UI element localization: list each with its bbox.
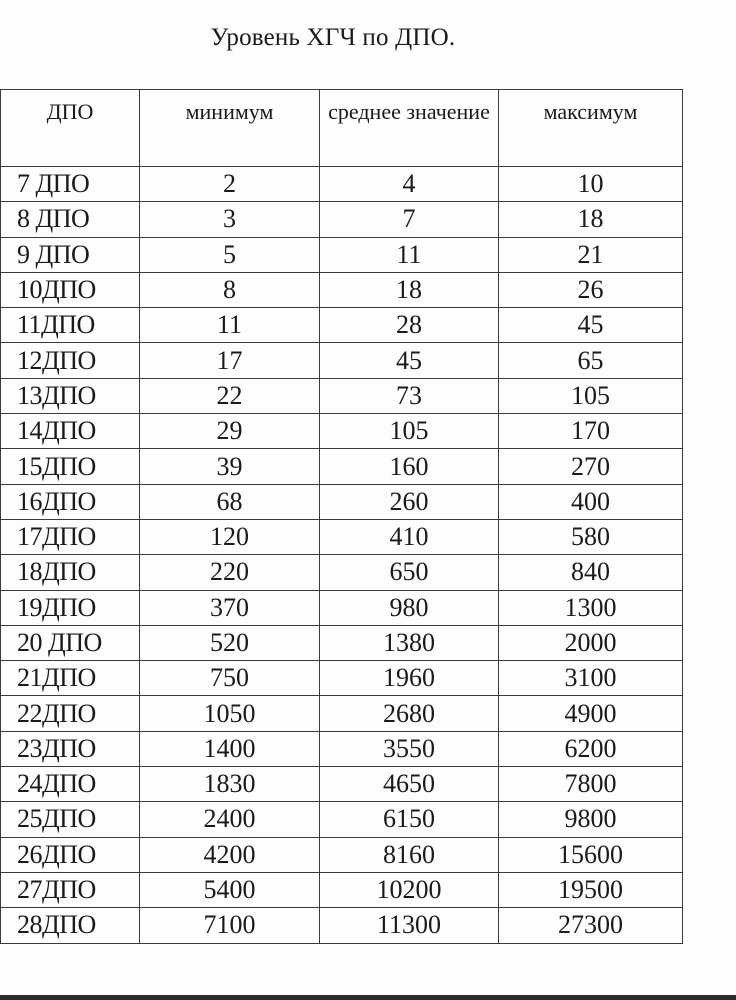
cell-maximum: 7800 (499, 767, 683, 802)
cell-maximum: 21 (499, 237, 683, 272)
header-minimum: минимум (140, 90, 320, 167)
cell-dpo: 13ДПО (1, 378, 140, 413)
cell-maximum: 2000 (499, 625, 683, 660)
cell-maximum: 1300 (499, 590, 683, 625)
cell-maximum: 27300 (499, 908, 683, 943)
table-row (1, 308, 683, 343)
table-row (1, 449, 683, 484)
cell-maximum: 840 (499, 555, 683, 590)
cell-minimum: 220 (140, 555, 320, 590)
cell-dpo: 22ДПО (1, 696, 140, 731)
cell-dpo: 11ДПО (1, 308, 140, 343)
cell-average: 10200 (320, 872, 499, 907)
cell-average: 410 (320, 519, 499, 554)
cell-minimum: 750 (140, 661, 320, 696)
cell-average: 2680 (320, 696, 499, 731)
cell-maximum: 65 (499, 343, 683, 378)
cell-maximum: 400 (499, 484, 683, 519)
cell-minimum: 520 (140, 625, 320, 660)
hcg-table (0, 89, 683, 944)
cell-average: 45 (320, 343, 499, 378)
cell-dpo: 24ДПО (1, 767, 140, 802)
cell-dpo: 9 ДПО (1, 237, 140, 272)
cell-minimum: 1830 (140, 767, 320, 802)
cell-dpo: 27ДПО (1, 872, 140, 907)
cell-average: 8160 (320, 837, 499, 872)
cell-minimum: 7100 (140, 908, 320, 943)
cell-minimum: 17 (140, 343, 320, 378)
document-title: Уровень ХГЧ по ДПО. (210, 24, 456, 51)
cell-average: 6150 (320, 802, 499, 837)
cell-average: 1380 (320, 625, 499, 660)
cell-minimum: 39 (140, 449, 320, 484)
cell-minimum: 3 (140, 202, 320, 237)
table-row (1, 767, 683, 802)
table-row (1, 837, 683, 872)
cell-maximum: 6200 (499, 731, 683, 766)
cell-dpo: 10ДПО (1, 272, 140, 307)
cell-maximum: 19500 (499, 872, 683, 907)
cell-minimum: 11 (140, 308, 320, 343)
header-average: среднее значение (320, 90, 499, 167)
table-row (1, 272, 683, 307)
cell-average: 11 (320, 237, 499, 272)
cell-dpo: 7 ДПО (1, 167, 140, 202)
table-row (1, 696, 683, 731)
cell-average: 11300 (320, 908, 499, 943)
cell-maximum: 270 (499, 449, 683, 484)
table-row (1, 378, 683, 413)
header-maximum: максимум (499, 90, 683, 167)
cell-maximum: 10 (499, 167, 683, 202)
cell-minimum: 68 (140, 484, 320, 519)
table-row (1, 167, 683, 202)
cell-dpo: 20 ДПО (1, 625, 140, 660)
cell-minimum: 22 (140, 378, 320, 413)
table-row (1, 237, 683, 272)
cell-dpo: 21ДПО (1, 661, 140, 696)
cell-average: 3550 (320, 731, 499, 766)
cell-average: 160 (320, 449, 499, 484)
cell-dpo: 18ДПО (1, 555, 140, 590)
cell-minimum: 5400 (140, 872, 320, 907)
cell-minimum: 4200 (140, 837, 320, 872)
cell-dpo: 26ДПО (1, 837, 140, 872)
cell-dpo: 14ДПО (1, 414, 140, 449)
table-header-row (1, 90, 683, 167)
cell-dpo: 23ДПО (1, 731, 140, 766)
header-dpo: ДПО (1, 90, 140, 167)
cell-dpo: 19ДПО (1, 590, 140, 625)
cell-dpo: 17ДПО (1, 519, 140, 554)
table-body (1, 167, 683, 944)
cell-average: 73 (320, 378, 499, 413)
cell-maximum: 45 (499, 308, 683, 343)
cell-dpo: 28ДПО (1, 908, 140, 943)
table-row (1, 414, 683, 449)
cell-minimum: 8 (140, 272, 320, 307)
table-row (1, 590, 683, 625)
table-row (1, 802, 683, 837)
cell-maximum: 580 (499, 519, 683, 554)
cell-average: 1960 (320, 661, 499, 696)
cell-maximum: 105 (499, 378, 683, 413)
cell-average: 650 (320, 555, 499, 590)
cell-minimum: 5 (140, 237, 320, 272)
table-row (1, 661, 683, 696)
table-row (1, 555, 683, 590)
cell-maximum: 3100 (499, 661, 683, 696)
cell-minimum: 370 (140, 590, 320, 625)
table-row (1, 625, 683, 660)
cell-average: 28 (320, 308, 499, 343)
cell-average: 105 (320, 414, 499, 449)
cell-minimum: 1400 (140, 731, 320, 766)
cell-dpo: 25ДПО (1, 802, 140, 837)
bottom-edge-divider (0, 995, 736, 1000)
cell-dpo: 12ДПО (1, 343, 140, 378)
cell-maximum: 18 (499, 202, 683, 237)
table-row (1, 202, 683, 237)
table-row (1, 731, 683, 766)
cell-average: 4 (320, 167, 499, 202)
cell-minimum: 2400 (140, 802, 320, 837)
cell-minimum: 120 (140, 519, 320, 554)
cell-minimum: 1050 (140, 696, 320, 731)
cell-maximum: 15600 (499, 837, 683, 872)
table-row (1, 484, 683, 519)
cell-dpo: 8 ДПО (1, 202, 140, 237)
cell-average: 18 (320, 272, 499, 307)
cell-average: 4650 (320, 767, 499, 802)
cell-maximum: 4900 (499, 696, 683, 731)
table-row (1, 519, 683, 554)
cell-minimum: 29 (140, 414, 320, 449)
cell-maximum: 9800 (499, 802, 683, 837)
cell-average: 980 (320, 590, 499, 625)
cell-average: 260 (320, 484, 499, 519)
cell-dpo: 16ДПО (1, 484, 140, 519)
cell-average: 7 (320, 202, 499, 237)
cell-dpo: 15ДПО (1, 449, 140, 484)
table-row (1, 343, 683, 378)
table-row (1, 872, 683, 907)
cell-minimum: 2 (140, 167, 320, 202)
table-row (1, 908, 683, 943)
cell-maximum: 170 (499, 414, 683, 449)
cell-maximum: 26 (499, 272, 683, 307)
